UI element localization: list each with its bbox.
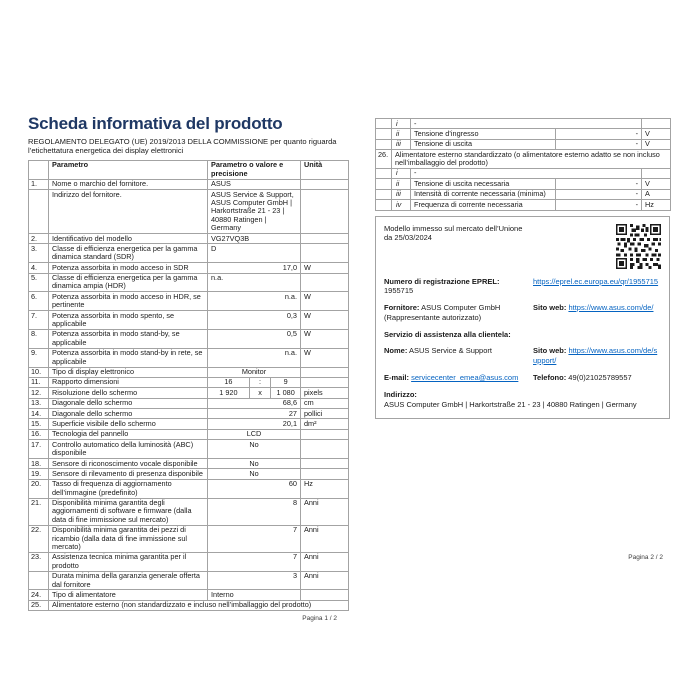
row-unit: Anni bbox=[301, 525, 349, 552]
row-value: - bbox=[556, 129, 642, 139]
eprel-qr-link[interactable]: https://eprel.ec.europa.eu/qr/1955715 bbox=[533, 276, 659, 286]
header-unita: Unità bbox=[301, 160, 349, 179]
value-part-1: 16 bbox=[208, 378, 250, 387]
row-label: Alimentatore esterno standardizzato (o alimentatore esterno adatto se non incluso nell’imballaggio del prodotto) bbox=[392, 150, 671, 169]
external-power-table bbox=[375, 118, 671, 211]
table-row bbox=[29, 552, 349, 571]
row-value: 7 bbox=[208, 552, 301, 571]
row-number: 21. bbox=[29, 498, 49, 525]
row-unit: W bbox=[301, 348, 349, 367]
row-number: 17. bbox=[29, 440, 49, 459]
row-number bbox=[376, 168, 392, 178]
row-unit bbox=[301, 377, 349, 387]
page-2 bbox=[375, 118, 670, 419]
row-number: 3. bbox=[29, 244, 49, 263]
row-number bbox=[376, 189, 392, 199]
row-value: 68,6 bbox=[208, 398, 301, 408]
row-number: 14. bbox=[29, 409, 49, 419]
row-unit bbox=[301, 440, 349, 459]
row-label: Sensore di riconoscimento vocale disponibile bbox=[49, 459, 208, 469]
row-label: - bbox=[411, 168, 642, 178]
table-row bbox=[29, 419, 349, 429]
table-row bbox=[29, 571, 349, 590]
row-value: VG27VQ3B bbox=[208, 234, 301, 244]
row-unit: cm bbox=[301, 398, 349, 408]
row-label: Risoluzione dello schermo bbox=[49, 388, 208, 398]
row-label: Sensore di rilevamento di presenza disponibile bbox=[49, 469, 208, 479]
row-value: - bbox=[556, 200, 642, 210]
row-value: n.a. bbox=[208, 348, 301, 367]
row-number: 2. bbox=[29, 234, 49, 244]
row-number: 23. bbox=[29, 552, 49, 571]
row-letter: iv bbox=[392, 200, 411, 210]
table-row bbox=[376, 139, 671, 149]
row-label: Indirizzo del fornitore. bbox=[49, 190, 208, 234]
row-label: Identificativo del modello bbox=[49, 234, 208, 244]
row-label: Tensione d’ingresso bbox=[411, 129, 556, 139]
row-letter: ii bbox=[392, 129, 411, 139]
row-unit: Anni bbox=[301, 552, 349, 571]
row-label: Potenza assorbita in modo stand-by in rete, se applicabile bbox=[49, 348, 208, 367]
row-unit: V bbox=[642, 179, 671, 189]
table-row bbox=[29, 190, 349, 234]
table-row bbox=[376, 119, 671, 129]
row-value: No bbox=[208, 459, 301, 469]
row-letter: i bbox=[392, 168, 411, 178]
row-value: D bbox=[208, 244, 301, 263]
table-row bbox=[29, 388, 349, 398]
supplier-info-box bbox=[375, 216, 670, 420]
row-number: 4. bbox=[29, 263, 49, 273]
table-row bbox=[29, 367, 349, 377]
table-row bbox=[29, 498, 349, 525]
p2-table-body bbox=[376, 119, 671, 211]
row-unit: W bbox=[301, 311, 349, 330]
row-value: ASUS bbox=[208, 179, 301, 189]
row-value: n.a. bbox=[208, 292, 301, 311]
row-number: 18. bbox=[29, 459, 49, 469]
row-number: 7. bbox=[29, 311, 49, 330]
table-row bbox=[29, 409, 349, 419]
page-1 bbox=[28, 115, 348, 622]
table-row bbox=[29, 179, 349, 189]
row-unit bbox=[301, 244, 349, 263]
row-unit bbox=[642, 168, 671, 178]
row-label: Rapporto dimensioni bbox=[49, 377, 208, 387]
table-row bbox=[376, 200, 671, 210]
row-number: 24. bbox=[29, 590, 49, 600]
row-letter: i bbox=[392, 119, 411, 129]
row-number: 22. bbox=[29, 525, 49, 552]
row-label: - bbox=[411, 119, 642, 129]
row-unit bbox=[301, 429, 349, 439]
row-label: Nome o marchio del fornitore. bbox=[49, 179, 208, 189]
market-date-line: Modello immesso sul mercato dell’Unione da 25/03/2024 bbox=[384, 223, 523, 243]
row-number: 6. bbox=[29, 292, 49, 311]
row-number bbox=[376, 119, 392, 129]
row-number: 12. bbox=[29, 388, 49, 398]
table-row bbox=[376, 179, 671, 189]
row-value: 3 bbox=[208, 571, 301, 590]
row-unit bbox=[301, 590, 349, 600]
page2-footer: Pagina 2 / 2 bbox=[628, 554, 663, 561]
nome-value: ASUS Service & Support bbox=[409, 346, 492, 356]
row-value: No bbox=[208, 440, 301, 459]
row-label: Potenza assorbita in modo stand-by, se applicabile bbox=[49, 329, 208, 348]
row-unit: Hz bbox=[642, 200, 671, 210]
row-unit: pollici bbox=[301, 409, 349, 419]
row-unit: W bbox=[301, 263, 349, 273]
sito-web-line-2 bbox=[533, 346, 661, 366]
table-row bbox=[29, 600, 349, 610]
page-subtitle: REGOLAMENTO DELEGATO (UE) 2019/2013 DELLA COMMISSIONE per quanto riguarda l’etichettatura energetica dei display elettronici bbox=[28, 136, 337, 155]
row-number: 10. bbox=[29, 367, 49, 377]
row-unit: W bbox=[301, 329, 349, 348]
row-number: 15. bbox=[29, 419, 49, 429]
row-number: 26. bbox=[376, 150, 392, 169]
row-label: Potenza assorbita in modo acceso in SDR bbox=[49, 263, 208, 273]
nome-line bbox=[384, 346, 523, 366]
row-label: Superficie visibile dello schermo bbox=[49, 419, 208, 429]
row-unit bbox=[301, 459, 349, 469]
support-email-link[interactable]: servicecenter_emea@asus.com bbox=[411, 372, 519, 382]
row-unit: Anni bbox=[301, 571, 349, 590]
value-part-1: 1 920 bbox=[208, 388, 250, 397]
row-number bbox=[376, 139, 392, 149]
row-number: 20. bbox=[29, 479, 49, 498]
row-label: Controllo automatico della luminosità (ABC) disponibile bbox=[49, 440, 208, 459]
table-row bbox=[29, 348, 349, 367]
header-parametro: Parametro bbox=[49, 160, 208, 179]
row-label: Tecnologia del pannello bbox=[49, 429, 208, 439]
row-label: Classe di efficienza energetica per la gamma dinamica standard (SDR) bbox=[49, 244, 208, 263]
table-row bbox=[29, 244, 349, 263]
row-label: Potenza assorbita in modo spento, se applicabile bbox=[49, 311, 208, 330]
row-label: Tensione di uscita necessaria bbox=[411, 179, 556, 189]
value-part-2: 1 080 bbox=[276, 387, 295, 397]
table-row bbox=[29, 398, 349, 408]
sito-web-label-1: Sito web: bbox=[533, 303, 567, 313]
row-unit bbox=[301, 367, 349, 377]
row-label: Tensione di uscita bbox=[411, 139, 556, 149]
table-row bbox=[376, 189, 671, 199]
row-value: 0,3 bbox=[208, 311, 301, 330]
value-part-2: 9 bbox=[283, 377, 288, 387]
table-row bbox=[29, 479, 349, 498]
row-value: - bbox=[556, 179, 642, 189]
row-value: No bbox=[208, 469, 301, 479]
table-row bbox=[29, 440, 349, 459]
table-row bbox=[29, 459, 349, 469]
row-unit: V bbox=[642, 129, 671, 139]
row-value: ASUS Service & Support, ASUS Computer GmbH | Harkortstraße 21 - 23 | 40880 Ratingen | Germany bbox=[208, 190, 301, 234]
row-number bbox=[376, 179, 392, 189]
row-label: Diagonale dello schermo bbox=[49, 409, 208, 419]
row-label: Frequenza di corrente necessaria bbox=[411, 200, 556, 210]
row-value: LCD bbox=[208, 429, 301, 439]
row-number bbox=[376, 129, 392, 139]
row-label: Durata minima della garanzia generale offerta dal fornitore bbox=[49, 571, 208, 590]
row-number: 9. bbox=[29, 348, 49, 367]
email-label: E-mail: bbox=[384, 372, 410, 382]
table-row bbox=[29, 429, 349, 439]
row-value: 60 bbox=[208, 479, 301, 498]
table-row bbox=[29, 273, 349, 292]
row-number: 8. bbox=[29, 329, 49, 348]
row-value: 7 bbox=[208, 525, 301, 552]
table-row bbox=[29, 590, 349, 600]
row-label: Assistenza tecnica minima garantita per il prodotto bbox=[49, 552, 208, 571]
row-number bbox=[29, 571, 49, 590]
row-number bbox=[29, 190, 49, 234]
telefono-line bbox=[533, 373, 661, 383]
row-unit: pixels bbox=[301, 388, 349, 398]
table-row bbox=[29, 469, 349, 479]
eprel-number: 1955715 bbox=[384, 286, 414, 296]
row-unit bbox=[301, 234, 349, 244]
row-number bbox=[376, 200, 392, 210]
row-value: 8 bbox=[208, 498, 301, 525]
header-valore: Parametro o valore e precisione bbox=[208, 160, 301, 179]
p1-table-body bbox=[29, 160, 349, 610]
nome-label: Nome: bbox=[384, 346, 408, 356]
telefono-value: 49(0)21025789557 bbox=[568, 372, 632, 382]
telefono-label: Telefono: bbox=[533, 372, 567, 382]
row-label: Tipo di alimentatore bbox=[49, 590, 208, 600]
row-number: 25. bbox=[29, 600, 49, 610]
row-number: 1. bbox=[29, 179, 49, 189]
row-letter: iii bbox=[392, 189, 411, 199]
row-unit: Hz bbox=[301, 479, 349, 498]
fornitore-label: Fornitore: bbox=[384, 303, 420, 313]
row-label: Diagonale dello schermo bbox=[49, 398, 208, 408]
row-label: Disponibilità minima garantita dei pezzi di ricambio (dalla data di fine immissione sul mercato) bbox=[49, 525, 208, 552]
row-value: 17,0 bbox=[208, 263, 301, 273]
row-label: Classe di efficienza energetica per la gamma dinamica ampia (HDR) bbox=[49, 273, 208, 292]
indirizzo-label: Indirizzo: bbox=[384, 389, 417, 399]
sito-web-label-2: Sito web: bbox=[533, 346, 567, 356]
email-line bbox=[384, 373, 523, 383]
table-row bbox=[29, 329, 349, 348]
table-row bbox=[29, 311, 349, 330]
row-number: 13. bbox=[29, 398, 49, 408]
product-parameters-table bbox=[28, 160, 349, 611]
asus-support-link[interactable]: https://www.asus.com/de/support/ bbox=[533, 346, 658, 366]
table-header-row bbox=[29, 160, 349, 179]
row-value: Monitor bbox=[208, 367, 301, 377]
row-label: Intensità di corrente necessaria (minima) bbox=[411, 189, 556, 199]
row-unit bbox=[642, 119, 671, 129]
row-unit: W bbox=[301, 292, 349, 311]
row-unit bbox=[301, 469, 349, 479]
sito-web-line-1 bbox=[533, 303, 661, 323]
fornitore-value: ASUS Computer GmbH (Rappresentante autorizzato) bbox=[384, 303, 501, 322]
table-row bbox=[29, 525, 349, 552]
row-unit bbox=[301, 179, 349, 189]
row-number: 5. bbox=[29, 273, 49, 292]
value-separator: : bbox=[250, 378, 272, 387]
row-letter: ii bbox=[392, 179, 411, 189]
table-row bbox=[29, 377, 349, 387]
eprel-link-cell bbox=[533, 277, 661, 297]
row-unit: dm² bbox=[301, 419, 349, 429]
row-unit bbox=[301, 190, 349, 234]
indirizzo-value: ASUS Computer GmbH | Harkortstraße 21 - 23 | 40880 Ratingen | Germany bbox=[384, 400, 637, 410]
page1-footer: Pagina 1 / 2 bbox=[302, 615, 337, 623]
row-value: 0,5 bbox=[208, 329, 301, 348]
row-label: Tipo di display elettronico bbox=[49, 367, 208, 377]
row-number: 19. bbox=[29, 469, 49, 479]
table-row bbox=[29, 234, 349, 244]
table-row bbox=[376, 150, 671, 169]
header-empty-cell bbox=[29, 160, 49, 179]
row-value: n.a. bbox=[208, 273, 301, 292]
row-value: 27 bbox=[208, 409, 301, 419]
asus-website-link[interactable]: https://www.asus.com/de/ bbox=[568, 303, 654, 313]
value-separator: x bbox=[250, 388, 272, 397]
row-value bbox=[208, 388, 301, 398]
servizio-heading: Servizio di assistenza alla clientela: bbox=[384, 329, 511, 339]
row-label: Disponibilità minima garantita degli aggiornamenti di software e firmware (dalla data di fine immissione sul mercato) bbox=[49, 498, 208, 525]
row-unit: Anni bbox=[301, 498, 349, 525]
row-number: 16. bbox=[29, 429, 49, 439]
table-row bbox=[376, 168, 671, 178]
row-label: Potenza assorbita in modo acceso in HDR, se pertinente bbox=[49, 292, 208, 311]
page-title: Scheda informativa del prodotto bbox=[28, 114, 283, 133]
row-unit bbox=[301, 273, 349, 292]
table-row bbox=[29, 263, 349, 273]
row-label: Alimentatore esterno (non standardizzato e incluso nell’imballaggio del prodotto) bbox=[49, 600, 349, 610]
row-number: 11. bbox=[29, 377, 49, 387]
fornitore-line bbox=[384, 303, 523, 323]
row-letter: iii bbox=[392, 139, 411, 149]
eprel-registration-line bbox=[384, 277, 523, 297]
row-label: Tasso di frequenza di aggiornamento dell’immagine (predefinito) bbox=[49, 479, 208, 498]
qr-code-icon bbox=[616, 224, 661, 277]
row-value: - bbox=[556, 189, 642, 199]
eprel-label: Numero di registrazione EPREL: bbox=[384, 276, 500, 286]
row-value: - bbox=[556, 139, 642, 149]
row-unit: A bbox=[642, 189, 671, 199]
row-value: Interno bbox=[208, 590, 301, 600]
row-value bbox=[208, 377, 301, 387]
table-row bbox=[376, 129, 671, 139]
table-row bbox=[29, 292, 349, 311]
row-value: 20,1 bbox=[208, 419, 301, 429]
row-unit: V bbox=[642, 139, 671, 149]
